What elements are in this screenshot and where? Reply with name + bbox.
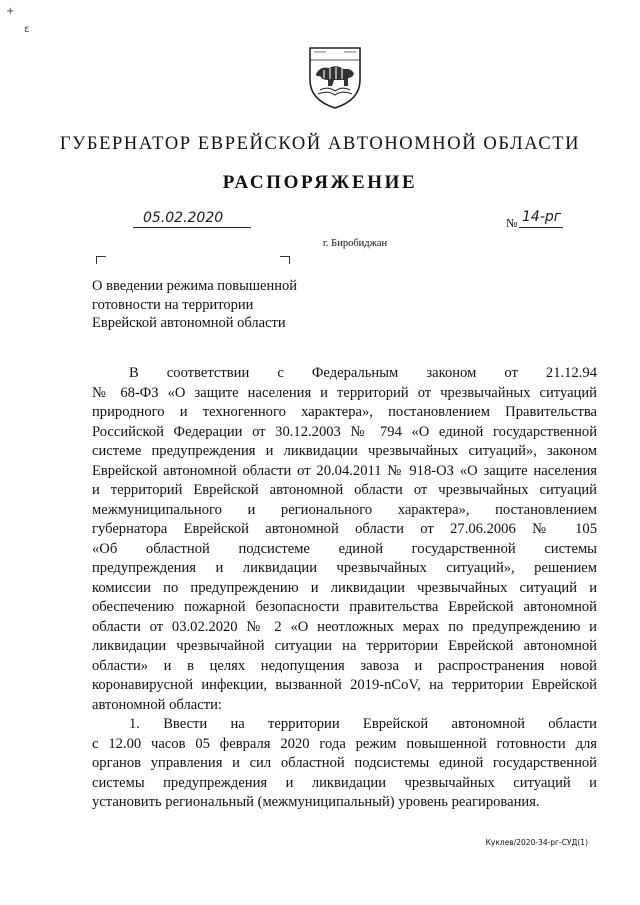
document-date: 05.02.2020 xyxy=(143,210,224,226)
body-line: и территорий Еврейской автономной области от чрезвычайных ситуаций xyxy=(92,482,597,498)
body-line: 1. Ввести на территории Еврейской автономной области xyxy=(129,716,597,732)
governor-title: ГУБЕРНАТОР ЕВРЕЙСКОЙ АВТОНОМНОЙ ОБЛАСТИ xyxy=(59,134,581,154)
subject-line: готовности на территории xyxy=(92,296,254,313)
document-type: РАСПОРЯЖЕНИЕ xyxy=(222,172,418,193)
document-body xyxy=(92,364,597,813)
body-line: комиссии по предупреждению и ликвидации чрезвычайных ситуаций и xyxy=(92,579,597,596)
body-line: с 12.00 часов 05 февраля 2020 года режим повышенной готовности для xyxy=(92,735,597,752)
subject-line: О введении режима повышенной xyxy=(92,278,297,294)
number-underline xyxy=(519,227,563,228)
body-line: В соответствии с Федеральным законом от 21.12.94 xyxy=(129,365,597,381)
body-line: обеспечению пожарной безопасности правительства Еврейской автономной xyxy=(92,599,597,615)
subject-bracket-right xyxy=(280,256,290,264)
footer-code: Куклев/2020-34-рг-СУД(1) xyxy=(485,838,588,847)
body-line: автономной области: xyxy=(92,696,222,713)
body-line: системы предупреждения и ликвидации чрезвычайных ситуаций и xyxy=(92,774,597,791)
body-line: Российской Федерации от 30.12.2003 № 794 «О единой государственной xyxy=(92,423,597,440)
body-line: «Об областной подсистеме единой государственной системы xyxy=(92,540,597,557)
body-line: системе предупреждения и ликвидации чрезвычайных ситуаций», законом xyxy=(92,443,597,459)
body-line: межмуниципального и регионального характера», постановлением xyxy=(92,501,597,518)
body-line: области» и в целях недопущения завоза и распространения новой xyxy=(92,657,597,674)
body-line: коронавирусной инфекции, вызванной 2019-nCoV, на территории Еврейской xyxy=(92,677,597,693)
scan-mark: + xyxy=(6,6,15,17)
number-sign: № xyxy=(506,216,518,230)
scan-mark: ɛ xyxy=(24,24,30,35)
subject-line: Еврейской автономной области xyxy=(92,315,286,331)
body-line: предупреждения и ликвидации чрезвычайных ситуаций», решением xyxy=(92,560,597,576)
body-line: Еврейской автономной области от 20.04.2011 № 918-ОЗ «О защите населения xyxy=(92,462,597,479)
body-line: ликвидации чрезвычайной ситуации на территории Еврейской автономной xyxy=(92,638,597,654)
body-line: природного и техногенного характера», постановлением Правительства xyxy=(92,404,597,420)
subject-block xyxy=(92,277,332,333)
body-line: органов управления и сил областной подсистемы единой государственной xyxy=(92,755,597,771)
body-line: губернатора Еврейской автономной области от 27.06.2006 № 105 xyxy=(92,521,597,537)
city-name: г. Биробиджан xyxy=(322,238,388,249)
date-underline xyxy=(133,227,251,228)
body-line: области от 03.02.2020 № 2 «О неотложных мерах по предупреждению и xyxy=(92,618,597,635)
body-line: установить региональный (межмуниципальный) уровень реагирования. xyxy=(92,794,540,810)
document-number: 14-рг xyxy=(522,209,562,225)
body-line: № 68-ФЗ «О защите населения и территорий от чрезвычайных ситуаций xyxy=(92,384,597,401)
coat-of-arms-icon xyxy=(302,46,368,110)
subject-bracket-left xyxy=(96,256,106,264)
